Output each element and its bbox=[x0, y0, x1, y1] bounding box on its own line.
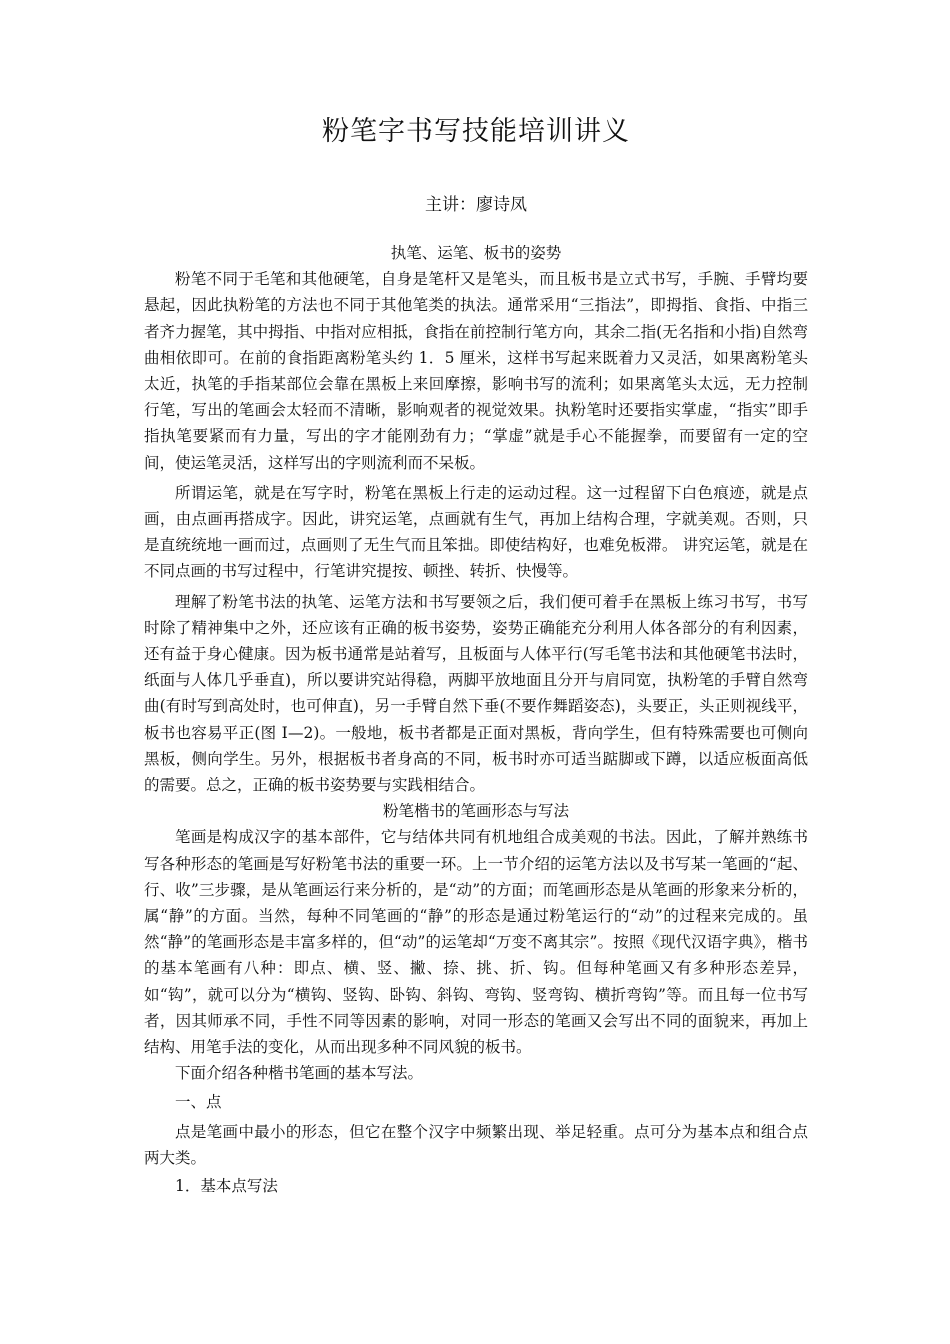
subheading-basic-dot: 1．基本点写法 bbox=[175, 1177, 278, 1196]
document-title: 粉笔字书写技能培训讲义 bbox=[322, 116, 630, 147]
paragraph-board-posture: 理解了粉笔书法的执笔、运笔方法和书写要领之后，我们便可着手在黑板上练习书写，书写时除了精神集中之外，还应该有正确的板书姿势，姿势正确能充分利用人体各部分的有利因素，还有益于身心健康。因为板书通常是站着写，且板面与人体平行(写毛笔书法和其他硬笔书法时，纸面与人体几乎垂直)，所以要讲究站得稳，两脚平放地面且分开与肩同宽，执粉笔的手臂自然弯曲(有时写到高处时，也可伸直)，另一手臂自然下垂(不要作舞蹈姿态)，头要正，头正则视线平，板书也容易平正(图 Ⅰ—2)。一般地，板书者都是正面对黑板，背向学生，但有特殊需要也可侧向黑板，侧向学生。另外，根据板书者身高的不同，板书时亦可适当踮脚或下蹲，以适应板面高低的需要。总之，正确的板书姿势要与实践相结合。 bbox=[144, 592, 808, 795]
paragraph-dot: 点是笔画中最小的形态，但它在整个汉字中频繁出现、举足轻重。点可分为基本点和组合点两大类。 bbox=[144, 1122, 808, 1167]
paragraph-holding-chalk: 粉笔不同于毛笔和其他硬笔，自身是笔杆又是笔头，而且板书是立式书写，手腕、手臂均要悬起，因此执粉笔的方法也不同于其他笔类的执法。通常采用“三指法”，即拇指、食指、中指三者齐力握笔，其中拇指、中指对应相抵，食指在前控制行笔方向，其余二指(无名指和小指)自然弯曲相依即可。在前的食指距离粉笔头约 1．5 厘米，这样书写起来既着力又灵活，如果离粉笔头太近，执笔的手指某部位会靠在黑板上来回摩擦，影响书写的流利；如果离笔头太远，无力控制行笔，写出的笔画会太轻而不清晰，影响观者的视觉效果。执粉笔时还要指实掌虚，“指实”即手指执笔要紧而有力量，写出的字才能刚劲有力；“掌虚”就是手心不能握拳，而要留有一定的空间，使运笔灵活，这样写出的字则流利而不呆板。 bbox=[144, 270, 808, 472]
section-heading-strokes: 粉笔楷书的笔画形态与写法 bbox=[382, 802, 569, 821]
paragraph-strokes-next: 下面介绍各种楷书笔画的基本写法。 bbox=[175, 1064, 424, 1083]
paragraph-strokes-intro: 笔画是构成汉字的基本部件，它与结体共同有机地组合成美观的书法。因此，了解并熟练书写各种形态的笔画是写好粉笔书法的重要一环。上一节介绍的运笔方法以及书写某一笔画的“起、行、收”三步骤，是从笔画运行来分析的，是“动”的方面；而笔画形态是从笔画的形象来分析的，属“静”的方面。当然，每种不同笔画的“静”的形态是通过粉笔运行的“动”的过程来完成的。虽然“静”的笔画形态是丰富多样的，但“动”的运笔却“万变不离其宗”。按照《现代汉语字典》，楷书的基本笔画有八种：即点、横、竖、撇、捺、挑、折、钩。但每种笔画又有多种形态差异，如“钩”，就可以分为“横钩、竖钩、卧钩、斜钩、弯钩、竖弯钩、横折弯钩”等。而且每一位书写者，因其师承不同，手性不同等因素的影响，对同一形态的笔画又会写出不同的面貌来，再加上结构、用笔手法的变化，从而出现多种不同风貌的板书。 bbox=[144, 828, 808, 1057]
paragraph-moving-chalk: 所谓运笔，就是在写字时，粉笔在黑板上行走的运动过程。这一过程留下白色痕迹，就是点画，由点画再搭成字。因此，讲究运笔，点画就有生气，再加上结构合理，字就美观。否则，只是直统统地一画而过，点画则了无生气而且笨拙。即使结构好，也难免板滞。 讲究运笔，就是在不同点画的书写过程中，行笔讲究提按、顿挫、转折、快慢等。 bbox=[144, 483, 808, 581]
author-line: 主讲：廖诗凤 bbox=[425, 195, 527, 215]
subheading-dot: 一、点 bbox=[175, 1092, 222, 1111]
section-heading-posture: 执笔、运笔、板书的姿势 bbox=[390, 244, 562, 262]
